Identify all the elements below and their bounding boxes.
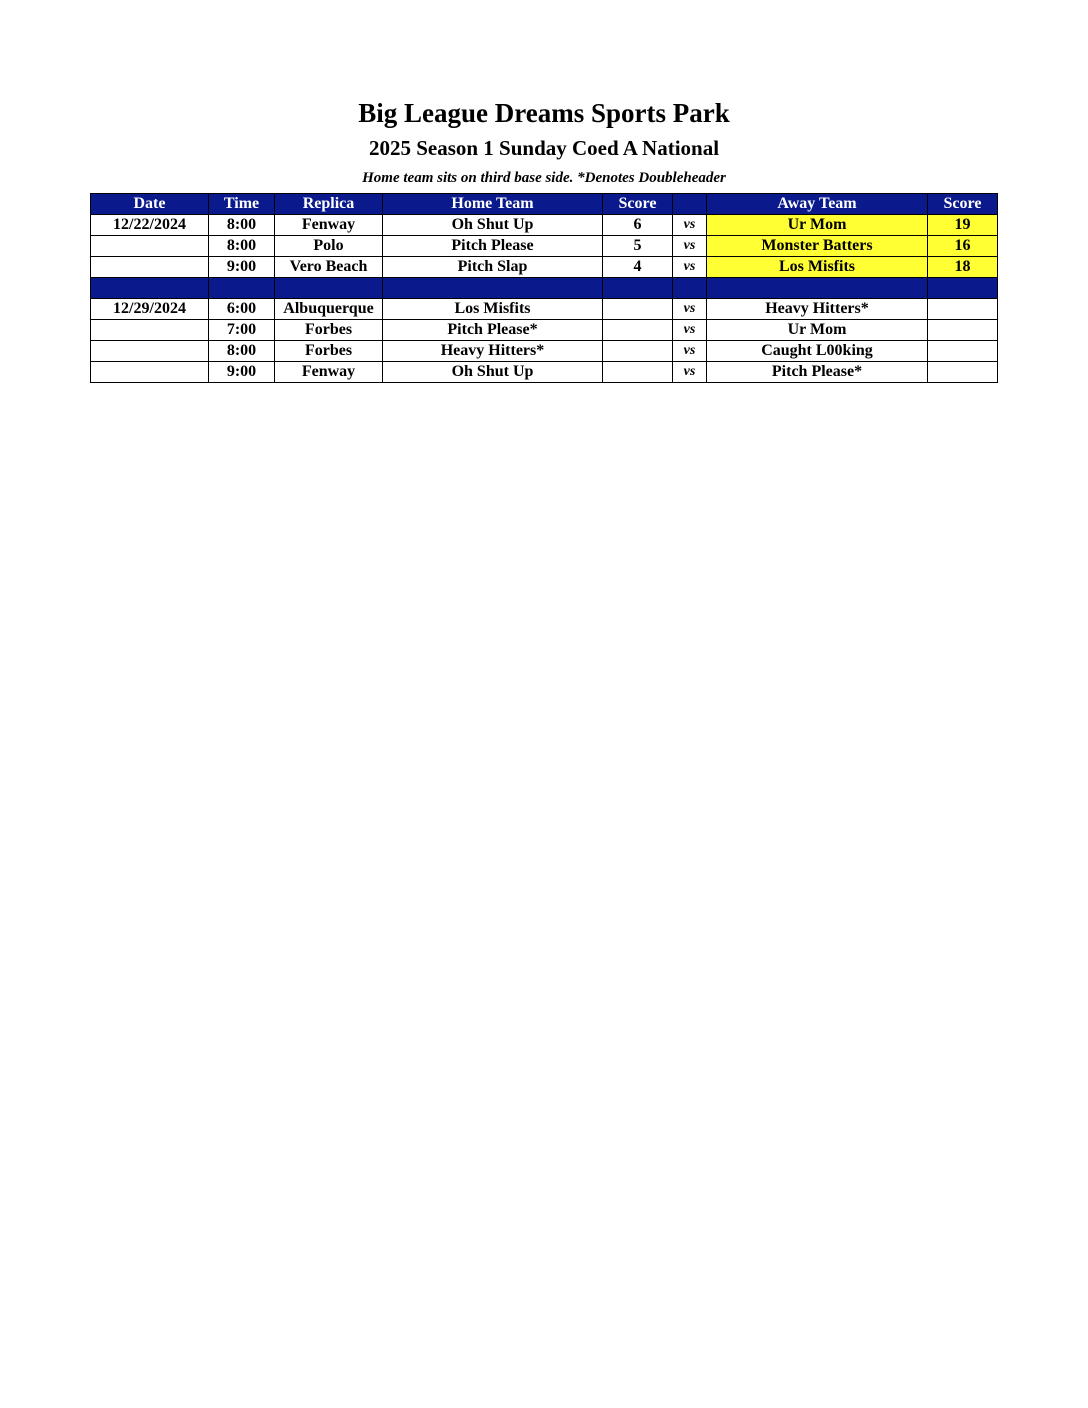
away-score: 19 [928,215,998,236]
game-date [91,257,209,278]
table-row [91,257,998,278]
col-header-replica: Replica [275,194,383,215]
table-row [91,236,998,257]
game-time: 8:00 [209,341,275,362]
separator-cell [275,278,383,299]
away-team: Ur Mom [707,320,928,341]
game-date [91,320,209,341]
away-score: 18 [928,257,998,278]
game-field: Forbes [275,320,383,341]
table-row [91,362,998,383]
game-field: Fenway [275,362,383,383]
game-time: 8:00 [209,215,275,236]
home-score [603,341,673,362]
away-team: Ur Mom [707,215,928,236]
home-team: Pitch Please [383,236,603,257]
home-score [603,299,673,320]
home-team: Los Misfits [383,299,603,320]
home-team: Heavy Hitters* [383,341,603,362]
away-score: 16 [928,236,998,257]
col-header-date: Date [91,194,209,215]
separator-cell [928,278,998,299]
away-team: Heavy Hitters* [707,299,928,320]
col-header-time: Time [209,194,275,215]
vs-label: vs [673,362,707,383]
separator-cell [209,278,275,299]
col-header-home-team: Home Team [383,194,603,215]
home-team: Oh Shut Up [383,215,603,236]
game-date: 12/22/2024 [91,215,209,236]
vs-label: vs [673,236,707,257]
game-field: Polo [275,236,383,257]
game-time: 8:00 [209,236,275,257]
vs-label: vs [673,257,707,278]
col-header-away-score: Score [928,194,998,215]
away-score [928,299,998,320]
vs-label: vs [673,341,707,362]
home-team: Pitch Please* [383,320,603,341]
home-score: 5 [603,236,673,257]
away-team: Monster Batters [707,236,928,257]
table-row [91,215,998,236]
table-header-row [91,194,998,215]
schedule-note: Home team sits on third base side. *Denotes Doubleheader [362,170,726,186]
away-team: Los Misfits [707,257,928,278]
col-header-away-team: Away Team [707,194,928,215]
away-score [928,320,998,341]
game-date: 12/29/2024 [91,299,209,320]
game-time: 9:00 [209,257,275,278]
table-row [91,299,998,320]
season-subtitle: 2025 Season 1 Sunday Coed A National [368,136,720,160]
vs-label: vs [673,215,707,236]
game-time: 7:00 [209,320,275,341]
separator-cell [91,278,209,299]
table-row [91,320,998,341]
game-date [91,362,209,383]
home-team: Pitch Slap [383,257,603,278]
home-score [603,362,673,383]
col-header-vs [673,194,707,215]
game-time: 9:00 [209,362,275,383]
game-field: Forbes [275,341,383,362]
schedule-table [90,193,998,383]
separator-cell [383,278,603,299]
col-header-home-score: Score [603,194,673,215]
game-time: 6:00 [209,299,275,320]
away-score [928,341,998,362]
week-separator-row [91,278,998,299]
away-score [928,362,998,383]
page-title: Big League Dreams Sports Park [358,98,730,128]
separator-cell [707,278,928,299]
home-score: 4 [603,257,673,278]
game-field: Albuquerque [275,299,383,320]
game-date [91,236,209,257]
away-team: Caught L00king [707,341,928,362]
vs-label: vs [673,320,707,341]
away-team: Pitch Please* [707,362,928,383]
separator-cell [603,278,673,299]
vs-label: vs [673,299,707,320]
game-date [91,341,209,362]
table-row [91,341,998,362]
separator-cell [673,278,707,299]
home-score [603,320,673,341]
game-field: Vero Beach [275,257,383,278]
home-team: Oh Shut Up [383,362,603,383]
game-field: Fenway [275,215,383,236]
home-score: 6 [603,215,673,236]
